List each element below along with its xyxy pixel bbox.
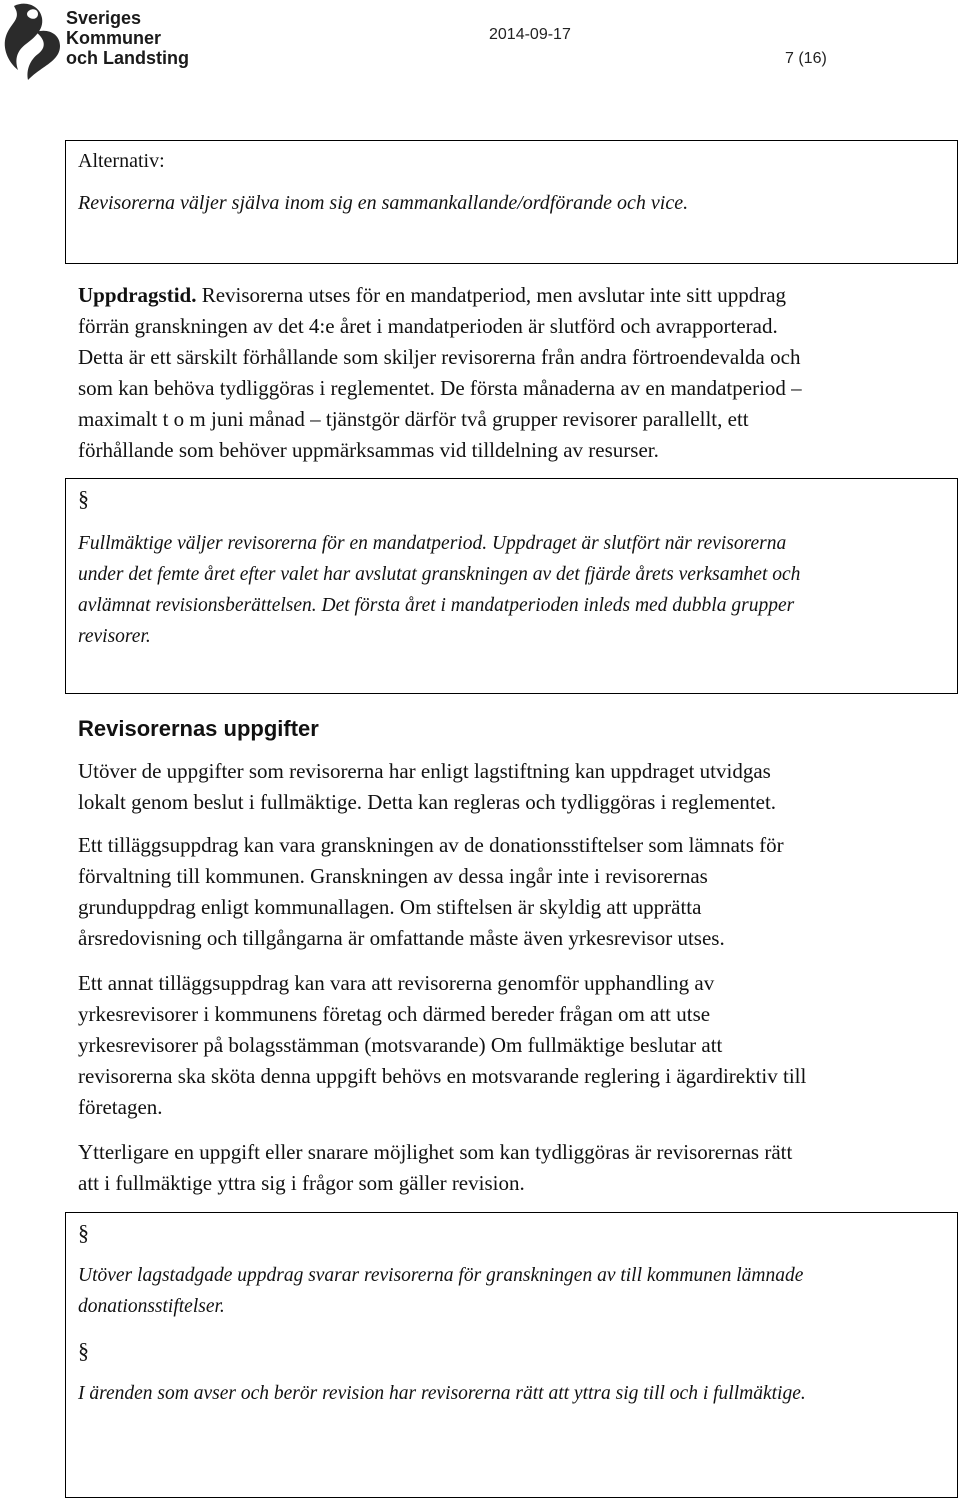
regulation-line: avlämnat revisionsberättelsen. Det första året i mandatperioden inleds med dubbla grupper: [78, 595, 795, 616]
paragraph-line: Utöver de uppgifter som revisorerna har enligt lagstiftning kan uppdraget utvidgas: [78, 759, 771, 783]
logo-line-3: och Landsting: [66, 48, 189, 68]
section-symbol: §: [78, 1220, 89, 1245]
section-symbol: §: [78, 1338, 89, 1363]
uppdragstid-line-1-rest: Revisorerna utses för en mandatperiod, men avslutar inte sitt uppdrag: [196, 283, 787, 307]
regulation-box-duties: [65, 1212, 958, 1498]
regulation-line: donationsstiftelser.: [78, 1296, 225, 1317]
paragraph-line: revisorerna ska sköta denna uppgift behövs en motsvarande reglering i ägardirektiv till: [78, 1064, 807, 1088]
regulation-text-revision: [78, 1378, 806, 1409]
organization-logo: [0, 0, 190, 80]
paragraph-line: lokalt genom beslut i fullmäktige. Detta kan regleras och tydliggöras i reglementet.: [78, 790, 777, 814]
paragraph-line: förvaltning till kommunen. Granskningen av dessa ingår inte i revisorernas: [78, 864, 708, 888]
body-paragraph-2: [78, 830, 784, 954]
regulation-line: under det femte året efter valet har avslutat granskningen av det fjärde årets verksamhet och: [78, 564, 801, 585]
logo-line-2: Kommuner: [66, 28, 162, 48]
regulation-line: I ärenden som avser och berör revision har revisorerna rätt att yttra sig till och i fullmäktige.: [78, 1383, 806, 1404]
page-number: 7 (16): [785, 50, 827, 67]
paragraph-line: företagen.: [78, 1095, 163, 1119]
section-heading: Revisorernas uppgifter: [78, 716, 319, 741]
paragraph-line: yrkesrevisorer på bolagsstämman (motsvarande) Om fullmäktige beslutar att: [78, 1033, 723, 1057]
body-paragraph-4: [78, 1137, 792, 1199]
body-paragraph-3: [78, 968, 806, 1123]
regulation-line: Utöver lagstadgade uppdrag svarar revisorerna för granskningen av till kommunen lämnade: [78, 1265, 804, 1286]
paragraph-line: yrkesrevisorer i kommunens företag och därmed bereder frågan om att utse: [78, 1002, 711, 1026]
regulation-text-donations: [78, 1260, 803, 1322]
document-date: 2014-09-17: [489, 26, 571, 43]
section-symbol: §: [78, 486, 89, 511]
paragraph-line: Ett annat tilläggsuppdrag kan vara att revisorerna genomför upphandling av: [78, 971, 715, 995]
regulation-line: Fullmäktige väljer revisorerna för en mandatperiod. Uppdraget är slutfört när revisorerna: [78, 533, 787, 554]
paragraph-line: årsredovisning och tillgångarna är omfattande måste även yrkesrevisor utses.: [78, 926, 725, 950]
uppdragstid-lead: Uppdragstid.: [78, 283, 197, 307]
alternative-text: Revisorerna väljer själva inom sig en sammankallande/ordförande och vice.: [78, 192, 689, 214]
paragraph-line: att i fullmäktige yttra sig i frågor som gäller revision.: [78, 1171, 525, 1195]
body-paragraph-1: [78, 756, 776, 818]
paragraph-line: Ytterligare en uppgift eller snarare möjlighet som kan tydliggöras är revisorernas rätt: [78, 1140, 793, 1164]
uppdragstid-line: som kan behöva tydliggöras i reglementet. De första månaderna av en mandatperiod –: [78, 376, 802, 400]
uppdragstid-line: förrän granskningen av det 4:e året i mandatperioden är slutförd och avrapporterad.: [78, 314, 778, 338]
uppdragstid-line: maximalt t o m juni månad – tjänstgör därför två grupper revisorer parallellt, ett: [78, 407, 749, 431]
paragraph-line: Ett tilläggsuppdrag kan vara granskningen av de donationsstiftelser som lämnats för: [78, 833, 784, 857]
uppdragstid-line-1: [78, 280, 802, 311]
logo-line-1: Sveriges: [66, 8, 142, 28]
uppdragstid-paragraph: [78, 280, 802, 466]
logo-text: [66, 8, 189, 68]
regulation-line: revisorer.: [78, 626, 151, 647]
uppdragstid-line: Detta är ett särskilt förhållande som skiljer revisorerna från andra förtroendevalda och: [78, 345, 801, 369]
uppdragstid-line: förhållande som behöver uppmärksammas vid tilldelning av resurser.: [78, 438, 659, 462]
regulation-text-term: [78, 528, 800, 652]
logo-emblem-icon: [0, 0, 64, 80]
alternative-label: Alternativ:: [78, 150, 165, 172]
paragraph-line: grunduppdrag enligt kommunallagen. Om stiftelsen är skyldig att upprätta: [78, 895, 702, 919]
